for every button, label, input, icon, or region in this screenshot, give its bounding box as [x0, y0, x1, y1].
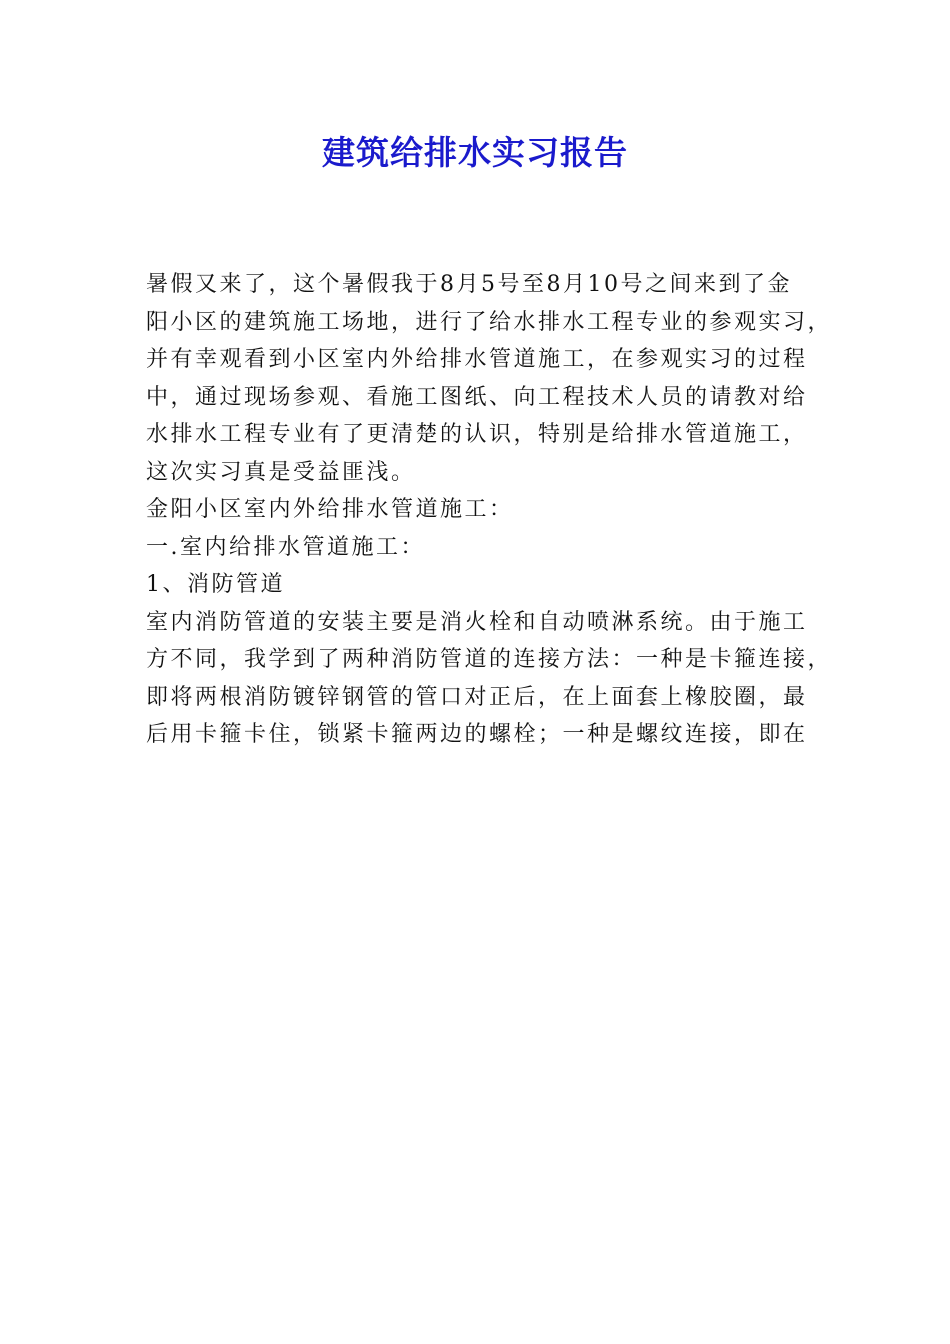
text-line: 后用卡箍卡住，锁紧卡箍两边的螺栓；一种是螺纹连接，即在 [146, 722, 808, 747]
text-line: 水排水工程专业有了更清楚的认识，特别是给排水管道施工， [146, 422, 808, 447]
text-line: 阳小区的建筑施工场地，进行了给水排水工程专业的参观实习， [146, 309, 833, 335]
document-body [146, 266, 836, 754]
text-line: 中，通过现场参观、看施工图纸、向工程技术人员的请教对给 [146, 384, 808, 410]
subsection-heading: 1、消防管道 [146, 572, 285, 597]
text-line: 这次实习真是受益匪浅。 [146, 459, 416, 485]
text-line: 并有幸观看到小区室内外给排水管道施工，在参观实习的过程 [146, 347, 808, 372]
text-line: 方不同，我学到了两种消防管道的连接方法：一种是卡箍连接， [146, 647, 833, 672]
document-title: 建筑给排水实习报告 [322, 133, 628, 172]
text-line: 即将两根消防镀锌钢管的管口对正后，在上面套上橡胶圈，最 [146, 684, 808, 710]
section-heading: 金阳小区室内外给排水管道施工： [146, 497, 514, 522]
text-line: 暑假又来了，这个暑假我于8月5号至8月10号之间来到了金 [146, 272, 792, 297]
text-line: 室内消防管道的安装主要是消火栓和自动喷淋系统。由于施工 [146, 609, 808, 635]
section-heading: 一.室内给排水管道施工： [146, 534, 425, 560]
